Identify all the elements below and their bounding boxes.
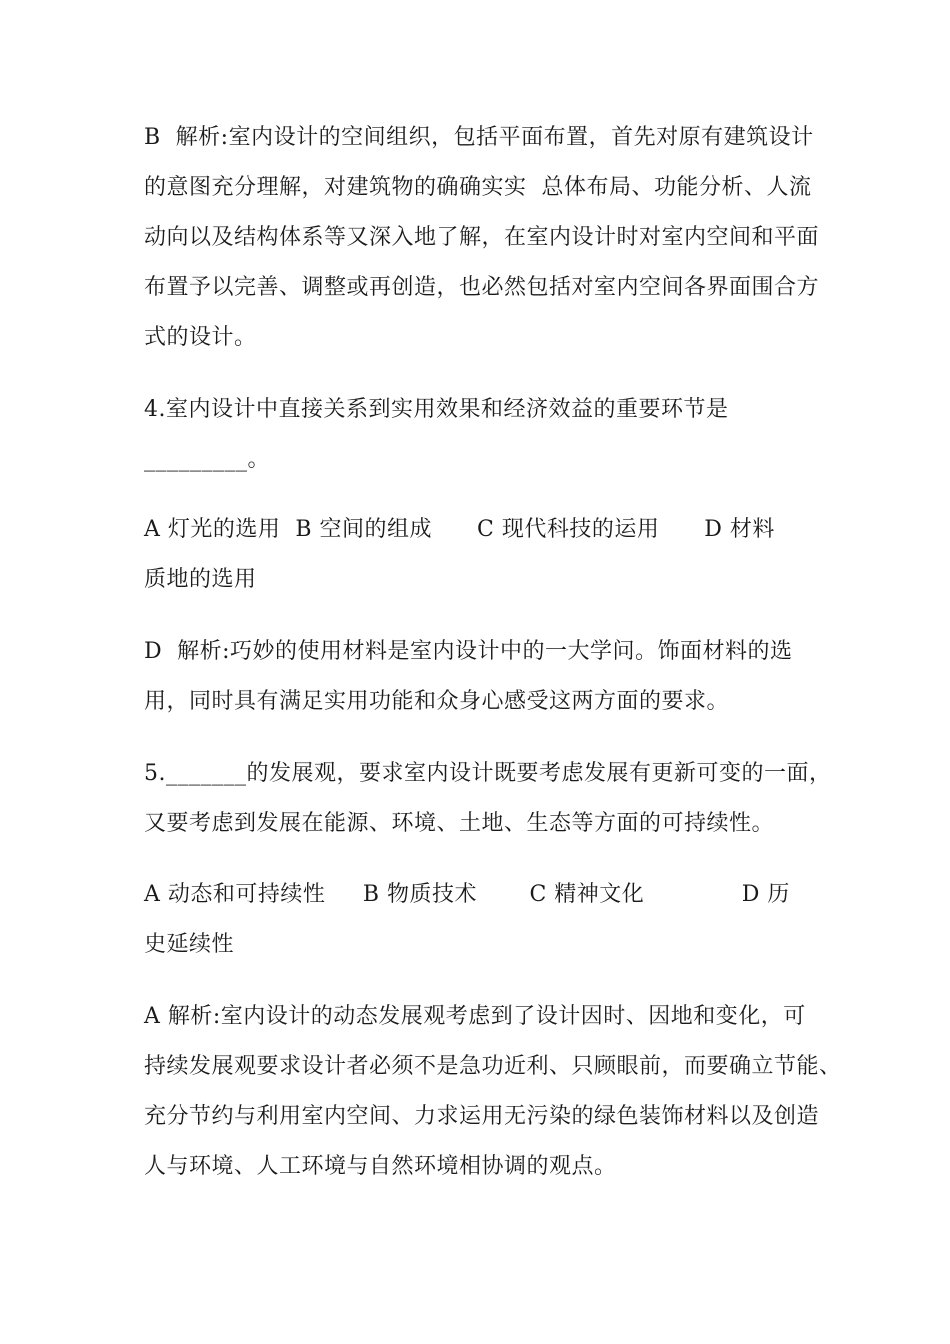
question-4-line-1: 4.室内设计中直接关系到实用效果和经济效益的重要环节是 <box>144 397 729 422</box>
answer-3-explanation-line-3: 动向以及结构体系等又深入地了解，在室内设计时对室内空间和平面 <box>144 225 820 250</box>
question-4-line-2: _________。 <box>144 447 271 472</box>
question-4-options-line-1: A 灯光的选用 B 空间的组成 C 现代科技的运用 D 材料 <box>144 517 775 542</box>
question-5-options-line-1: A 动态和可持续性 B 物质技术 C 精神文化 D 历 <box>144 882 790 907</box>
answer-5-explanation-line-3: 充分节约与利用室内空间、力求运用无污染的绿色装饰材料以及创造 <box>144 1104 820 1129</box>
answer-4-explanation-line-1: D 解析:巧妙的使用材料是室内设计中的一大学问。饰面材料的选 <box>144 639 793 664</box>
question-5-options-line-2: 史延续性 <box>144 932 235 957</box>
question-5-line-2: 又要考虑到发展在能源、环境、土地、生态等方面的可持续性。 <box>144 811 775 836</box>
answer-3-explanation-line-4: 布置予以完善、调整或再创造，也必然包括对室内空间各界面围合方 <box>144 275 820 300</box>
question-5-line-1: 5._______的发展观，要求室内设计既要考虑发展有更新可变的一面， <box>144 761 832 786</box>
answer-3-explanation-line-1: B 解析:室内设计的空间组织，包括平面布置，首先对原有建筑设计 <box>144 125 814 150</box>
question-4-options-line-2: 质地的选用 <box>144 567 257 592</box>
answer-5-explanation-line-2: 持续发展观要求设计者必须不是急功近利、只顾眼前，而要确立节能、 <box>144 1054 842 1079</box>
answer-3-explanation-line-2: 的意图充分理解，对建筑物的确确实实 总体布局、功能分析、人流 <box>144 175 812 200</box>
answer-5-explanation-line-1: A 解析:室内设计的动态发展观考虑到了设计因时、因地和变化，可 <box>144 1004 806 1029</box>
answer-5-explanation-line-4: 人与环境、人工环境与自然环境相协调的观点。 <box>144 1154 617 1179</box>
answer-3-explanation-line-5: 式的设计。 <box>144 325 257 350</box>
answer-4-explanation-line-2: 用，同时具有满足实用功能和众身心感受这两方面的要求。 <box>144 689 730 714</box>
